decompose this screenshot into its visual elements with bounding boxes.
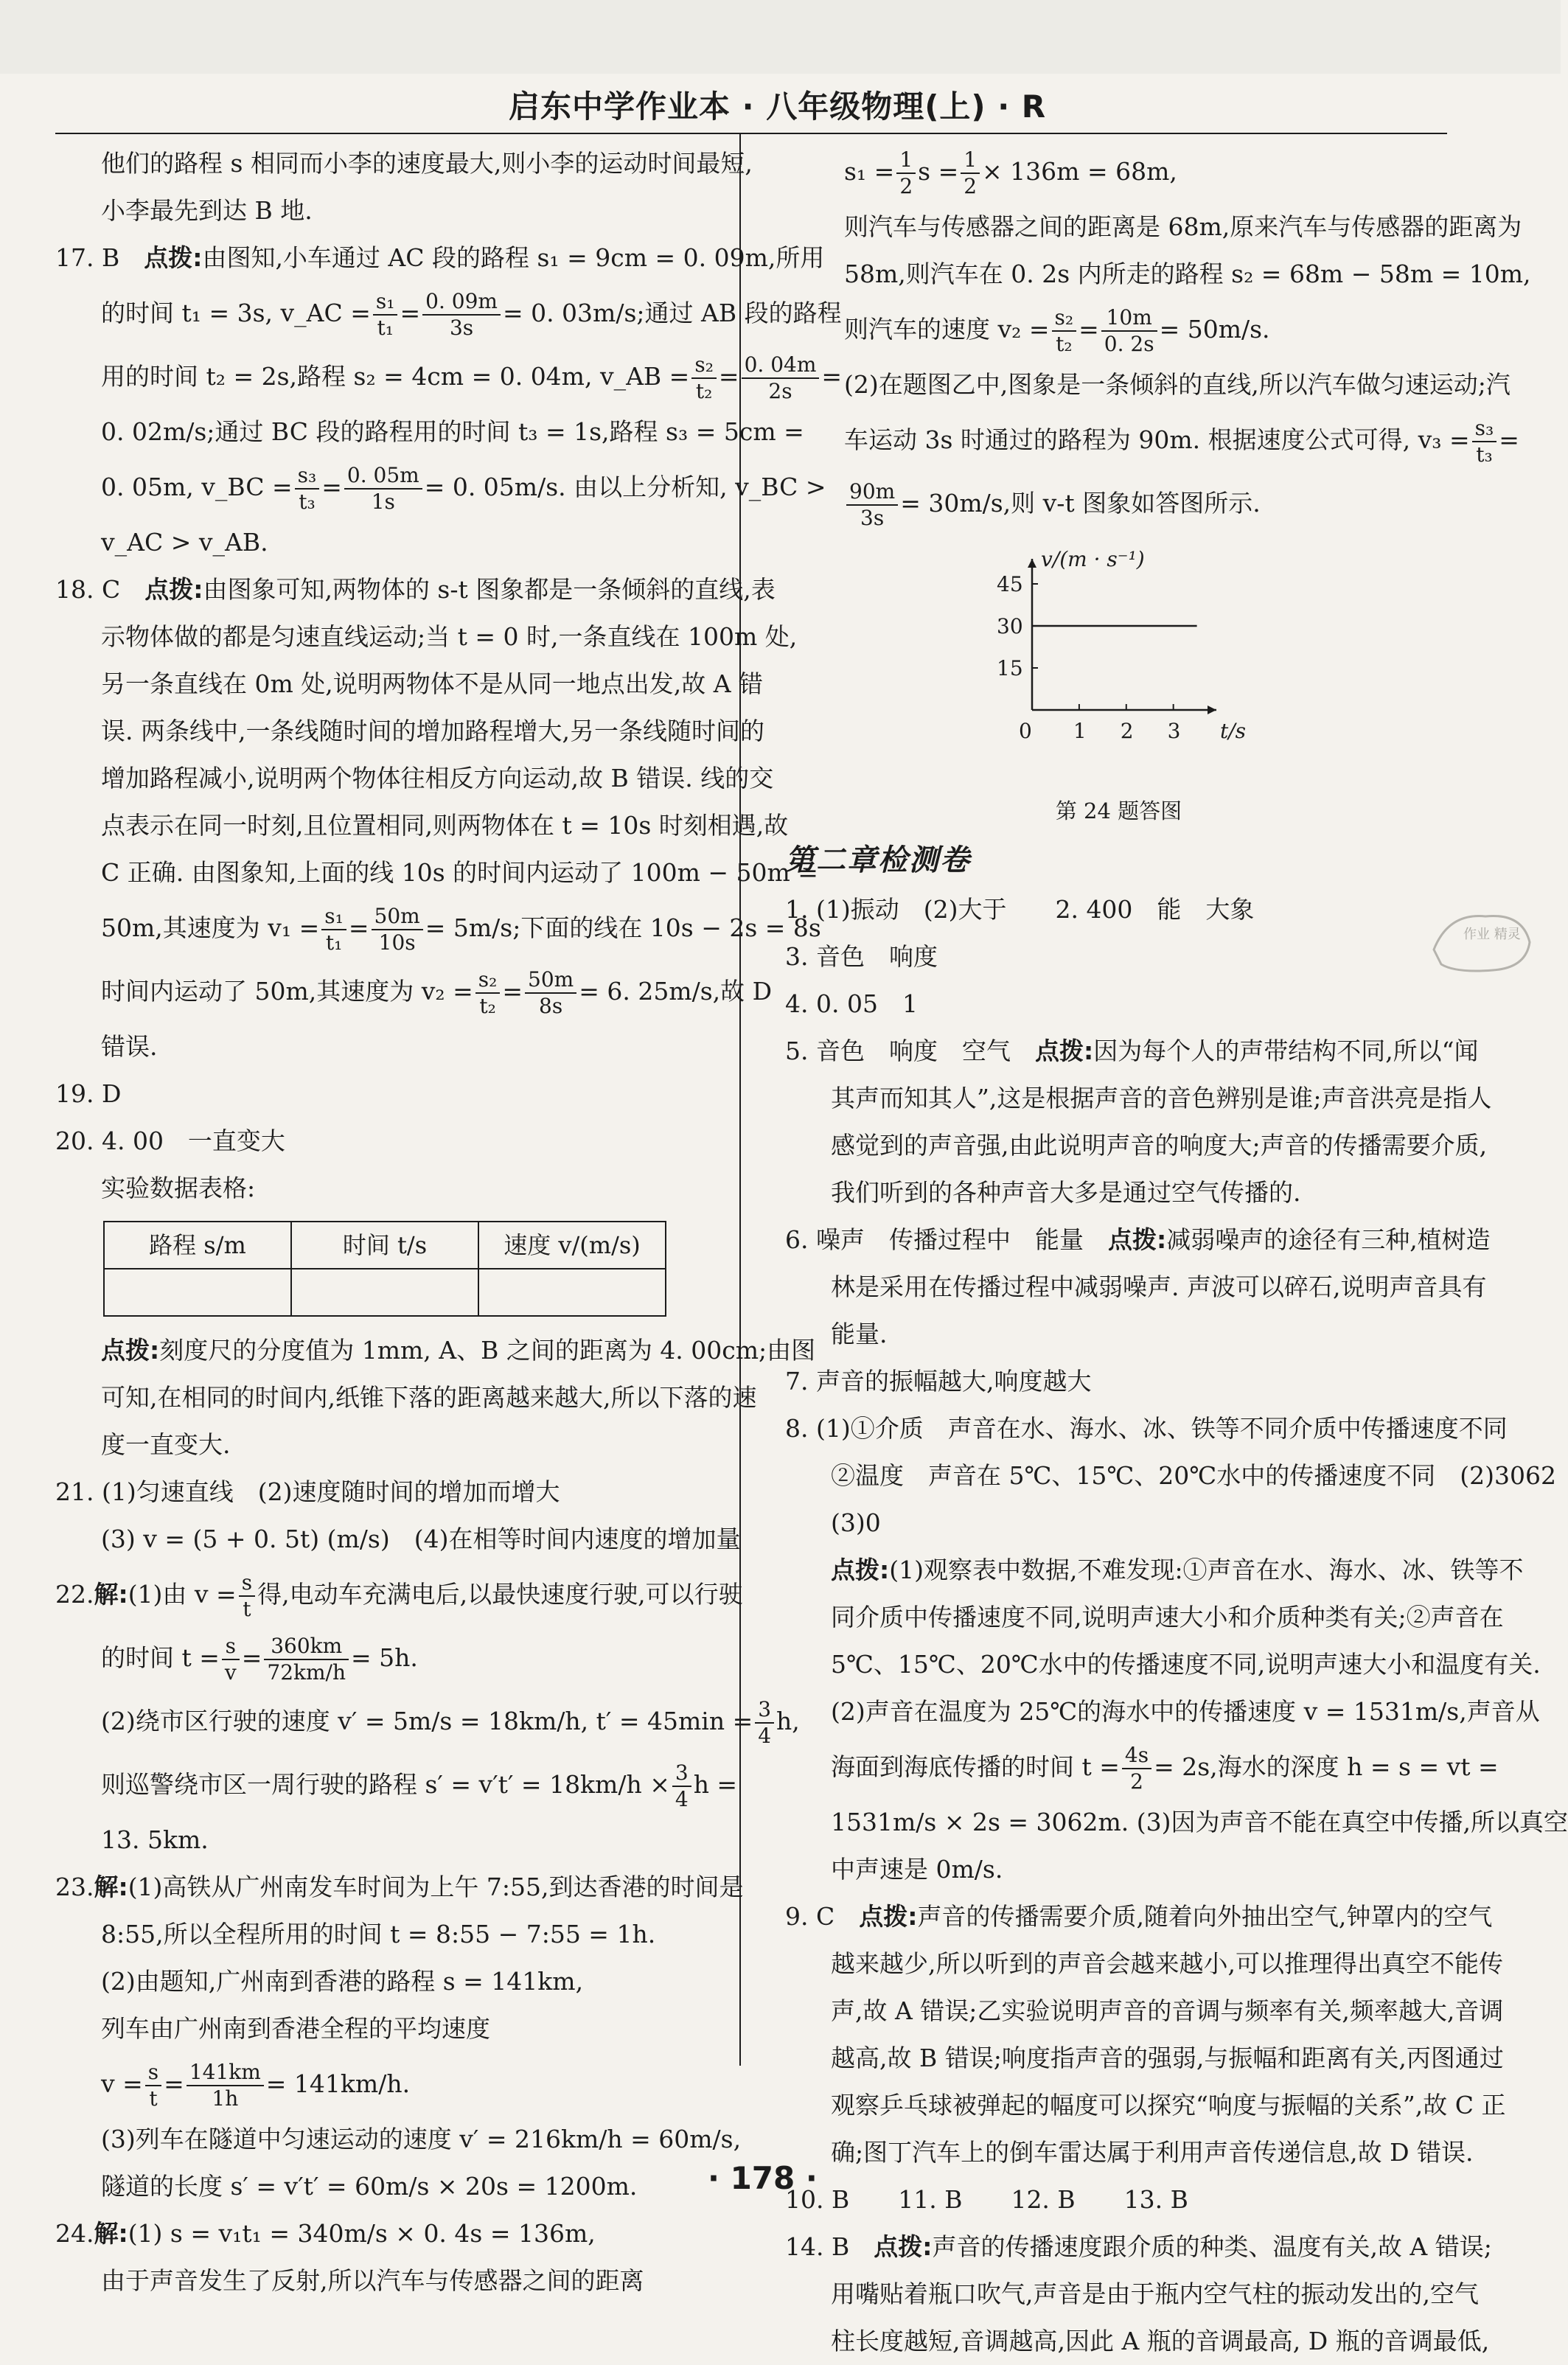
eq-line [785,298,1452,361]
text: 海面到海底传播的时间 t = [831,1752,1120,1781]
text-line: 示物体做的都是匀速直线运动;当 t = 0 时,一条直线在 100m 处, [101,622,798,651]
a4: 4. 0. 05 1 [785,989,918,1018]
text-line: 由于声音发生了反射,所以汽车与传感器之间的距离 [101,2266,644,2295]
vt-chart-svg [977,544,1247,765]
x-tick-label: 0 [1019,719,1032,743]
text-line: 误. 两条线中,一条线随时间的增加路程增大,另一条线随时间的 [101,717,764,745]
text: 6. 噪声 传播过程中 能量 [785,1225,1084,1254]
text: = [348,913,369,942]
text: 9. C [785,1902,835,1931]
solution-label: 解: [94,1873,128,1901]
text: = 5h. [351,1643,418,1672]
fraction [846,479,898,531]
text-line: 同介质中传播速度不同,说明声速大小和介质种类有关;②声音在 [831,1603,1504,1631]
tip-label: 点拨: [831,1556,890,1584]
numerator: s₂ [691,352,717,379]
a10: 10. B 11. B 12. B 13. B [785,2185,1188,2214]
stamp-text: 作业 精灵 [1463,927,1521,942]
q18 [55,566,776,613]
q-number: 23. [55,1873,94,1901]
text: 刻度尺的分度值为 1mm, A、B 之间的距离为 4. 00cm;由图 [159,1336,816,1365]
text: (1)由 v = [128,1580,237,1609]
fraction [239,1570,255,1622]
denominator: 3s [449,316,474,340]
text: = [718,362,739,391]
eq-line [55,282,842,345]
q24 [55,2210,722,2257]
q-number: 18. C [55,575,121,604]
text: = 5m/s;下面的线在 10s − 2s = 8s [425,913,821,942]
vt-chart [785,544,1452,787]
numerator: 90m [846,479,898,506]
eq-line [785,1735,1499,1799]
eq-line [55,345,843,408]
fraction [525,967,576,1019]
text-line: v_AC > v_AB. [101,528,268,557]
text: = [821,362,843,391]
text-line: 度一直变大. [101,1430,231,1459]
table-header: 时间 t/s [291,1222,478,1269]
y-axis-arrow-icon [1028,559,1036,568]
numerator: s₁ [321,904,346,930]
text: × 136m = 68m, [982,157,1177,186]
text: = [400,299,421,327]
text-line: 用嘴贴着瓶口吹气,声音是由于瓶内空气柱的振动发出的,空气 [831,2279,1479,2308]
eq-line [55,456,826,519]
table-header-row [104,1222,666,1269]
a3: 3. 音色 响度 [785,942,938,971]
solution-label: 解: [94,1580,128,1609]
fraction [264,1634,349,1685]
eq-line [785,408,1519,472]
text: = [164,2069,184,2098]
text: s = [918,157,959,186]
q-number: 22. [55,1580,94,1609]
y-tick-label: 45 [997,572,1023,596]
text-line: 隧道的长度 s′ = v′t′ = 60m/s × 20s = 1200m. [101,2172,638,2201]
text: h = [693,1770,738,1799]
text-line: 0. 02m/s;通过 BC 段的路程用的时间 t₃ = 1s,路程 s₃ = 5cm = [101,417,804,446]
text-line: 8:55,所以全程所用的时间 t = 8:55 − 7:55 = 1h. [101,1920,656,1948]
text: = [321,473,342,501]
y-tick-label: 15 [997,656,1023,680]
text: 因为每个人的声带结构不同,所以“闻 [1093,1037,1479,1065]
fraction [1052,305,1077,357]
text-line: 林是采用在传播过程中减弱噪声. 声波可以碎石,说明声音具有 [831,1272,1487,1301]
y-axis-label: v/(m · s⁻¹) [1041,547,1145,571]
fraction [373,289,398,341]
numerator: 0. 09m [422,289,501,316]
numerator: 1 [896,147,916,174]
fraction [755,1697,774,1749]
numerator: 3 [755,1697,774,1724]
numerator: s₃ [1472,416,1497,442]
text-line: 58m,则汽车在 0. 2s 内所走的路程 s₂ = 68m − 58m = 10m, [844,260,1531,288]
text: 车运动 3s 时通过的路程为 90m. 根据速度公式可得, v₃ = [844,425,1470,454]
text-line: (2)由题知,广州南到香港的路程 s = 141km, [101,1967,584,1996]
fraction [1472,416,1497,467]
watermark-stamp-icon [1426,905,1537,979]
text-line: 感觉到的声音强,由此说明声音的响度大;声音的传播需要介质, [831,1131,1488,1160]
text-line [55,1327,816,1374]
text-line: 点表示在同一时刻,且位置相同,则两物体在 t = 10s 时刻相遇,故 [101,811,789,840]
text-line: 实验数据表格: [101,1174,256,1202]
text-line: 1531m/s × 2s = 3062m. (3)因为声音不能在真空中传播,所以真空 [831,1808,1568,1836]
header-rule [55,133,1447,134]
x-tick-label: 2 [1120,719,1134,743]
text-line: 越高,故 B 错误;响度指声音的强弱,与振幅和距离有关,丙图通过 [831,2044,1504,2072]
denominator: t₂ [1056,332,1073,356]
text-line: 确;图丁汽车上的倒车雷达属于利用声音传递信息,故 D 错误. [831,2138,1474,2167]
section-title: 第二章检测卷 [785,843,971,877]
fraction [896,147,916,199]
numerator: s₃ [295,463,320,490]
a9 [785,1893,1493,1940]
tip-label: 点拨: [1107,1225,1167,1254]
table-header: 速度 v/(m/s) [478,1222,666,1269]
text: 由图知,小车通过 AC 段的路程 s₁ = 9cm = 0. 09m,所用 [202,243,825,272]
tip-label: 点拨: [101,1336,160,1365]
x-axis-arrow-icon [1208,706,1216,714]
numerator: 360km [264,1634,349,1660]
tip-label: 点拨: [874,2232,933,2261]
a7: 7. 声音的振幅越大,响度越大 [785,1367,1092,1396]
denominator: t₂ [695,379,713,403]
eq-line [785,140,1452,203]
text: (2)绕市区行驶的速度 v′ = 5m/s = 18km/h, t′ = 45min = [101,1707,753,1735]
text-line [785,1547,1524,1594]
text-line: 另一条直线在 0m 处,说明两物体不是从同一地点出发,故 A 错 [101,669,764,698]
text: 0. 05m, v_BC = [101,473,293,501]
fraction [691,352,717,404]
text: = 2s,海水的深度 h = s = vt = [1154,1752,1499,1781]
y-tick-label: 30 [997,614,1023,638]
fraction [187,2060,264,2111]
table-header: 路程 s/m [104,1222,291,1269]
numerator: s [222,1634,240,1660]
table-cell [291,1269,478,1316]
table-cell [104,1269,291,1316]
denominator: 10s [378,930,416,955]
text-line: 能量. [831,1320,888,1348]
fraction [475,967,501,1019]
denominator: v [224,1660,237,1685]
denominator: 1s [371,490,395,514]
fraction [422,289,501,341]
q-number: 17. B [55,243,120,272]
denominator: 4 [675,1787,689,1811]
fraction [344,463,422,515]
text-line: (3) v = (5 + 0. 5t) (m/s) (4)在相等时间内速度的增加量 [101,1525,741,1553]
denominator: t₁ [325,930,343,955]
numerator: 50m [372,904,423,930]
denominator: 72km/h [267,1660,346,1685]
a1: 1. (1)振动 (2)大于 2. 400 能 大象 [785,895,1255,924]
numerator: 1 [961,147,980,174]
fraction [961,147,980,199]
numerator: 141km [187,2060,264,2086]
denominator: 2 [1130,1769,1143,1794]
text: 由图象可知,两物体的 s-t 图象都是一条倾斜的直线,表 [203,575,776,604]
fraction [145,2060,161,2111]
x-axis-label: t/s [1220,719,1247,743]
text-line: 小李最先到达 B 地. [101,196,313,225]
numerator: 10m [1101,305,1157,332]
eq-line [785,472,1452,535]
text-line: ②温度 声音在 5℃、15℃、20℃水中的传播速度不同 (2)3062 [831,1461,1556,1490]
text: 的时间 t₁ = 3s, v_AC = [101,299,371,327]
text: 则汽车的速度 v₂ = [844,315,1050,344]
denominator: 1h [212,2086,239,2111]
text: 的时间 t = [101,1643,220,1672]
q19: 19. D [55,1079,122,1108]
text-line: (3)列车在隧道中匀速运动的速度 v′ = 216km/h = 60m/s, [101,2125,742,2153]
text: 声音的传播速度跟介质的种类、温度有关,故 A 错误; [932,2232,1492,2261]
tip-label: 点拨: [1034,1037,1094,1065]
fraction [1101,305,1157,357]
text: = [1079,315,1099,344]
denominator: t₁ [377,316,394,340]
text-line: 观察乒乓球被弹起的幅度可以探究“响度与振幅的关系”,故 C 正 [831,2091,1506,2120]
text-line: (2)声音在温度为 25℃的海水中的传播速度 v = 1531m/s,声音从 [831,1697,1540,1726]
numerator: s [145,2060,161,2086]
denominator: 4 [758,1724,772,1748]
text: v = [101,2069,143,2098]
eq-line [55,2052,722,2116]
solution-label: 解: [94,2219,128,2248]
chart-caption: 第 24 题答图 [1055,798,1182,823]
numerator: 3 [672,1760,691,1787]
text-line: 增加路程减小,说明两个物体往相反方向运动,故 B 错误. 线的交 [101,764,774,793]
numerator: s [239,1570,255,1597]
denominator: t₃ [299,490,316,514]
text-line: 可知,在相同的时间内,纸锥下落的距离越来越大,所以下落的速 [101,1383,757,1412]
x-tick-label: 3 [1167,719,1181,743]
text: 则巡警绕市区一周行驶的路程 s′ = v′t′ = 18km/h × [101,1770,670,1799]
page-header: 启东中学作业本 · 八年级物理(上) · R [509,88,1047,125]
tip-label: 点拨: [144,243,203,272]
a8: 8. (1)①介质 声音在水、海水、冰、铁等不同介质中传播速度不同 [785,1414,1508,1443]
a5 [785,1028,1479,1075]
x-tick-label: 1 [1073,719,1087,743]
text-line: 声,故 A 错误;乙实验说明声音的音调与频率有关,频率越大,音调 [831,1996,1504,2025]
text: = 0. 05m/s. 由以上分析知, v_BC > [424,473,826,501]
text-line: 其声而知其人”,这是根据声音的音色辨别是谁;声音洪亮是指人 [831,1084,1492,1112]
denominator: 0. 2s [1104,332,1154,356]
a14 [785,2223,1492,2271]
fraction [372,904,423,955]
table-cell [478,1269,666,1316]
q21: 21. (1)匀速直线 (2)速度随时间的增加而增大 [55,1477,560,1506]
eq-line [55,960,773,1023]
text-line: 他们的路程 s 相同而小李的速度最大,则小李的运动时间最短, [101,149,753,178]
fraction [321,904,346,955]
text: 声音的传播需要介质,随着向外抽出空气,钟罩内的空气 [917,1902,1493,1931]
table-row [104,1269,666,1316]
denominator: 2 [899,174,913,198]
q-number: 24. [55,2219,94,2248]
text-line: (2)在题图乙中,图象是一条倾斜的直线,所以汽车做匀速运动;汽 [844,370,1510,399]
numerator: s₂ [475,967,501,994]
text-line: 越来越少,所以听到的声音会越来越小,可以推理得出真空不能传 [831,1949,1503,1978]
denominator: 2s [768,379,792,403]
numerator: s₂ [1052,305,1077,332]
text: 14. B [785,2232,850,2261]
denominator: 8s [539,994,563,1018]
text: 用的时间 t₂ = 2s,路程 s₂ = 4cm = 0. 04m, v_AB = [101,362,690,391]
eq-line [55,896,821,960]
q23 [55,1864,744,1911]
text-line: 中声速是 0m/s. [831,1855,1003,1884]
text: = 0. 03m/s;通过 AB 段的路程 [502,299,842,327]
denominator: t₃ [1476,442,1493,467]
denominator: t₂ [479,994,496,1018]
text-line: 5℃、15℃、20℃水中的传播速度不同,说明声速大小和温度有关. [831,1650,1541,1679]
text: 5. 音色 响度 空气 [785,1037,1011,1065]
tip-label: 点拨: [859,1902,918,1931]
numerator: 0. 04m [742,352,820,379]
text-line: C 正确. 由图象知,上面的线 10s 的时间内运动了 100m − 50m = [101,858,818,887]
text: 减弱噪声的途径有三种,植树造 [1166,1225,1491,1254]
numerator: s₁ [373,289,398,316]
eq-line [55,1626,722,1690]
q17 [55,234,825,282]
eq-line [55,1690,800,1753]
text: = 30m/s,则 v-t 图象如答图所示. [900,489,1261,518]
fraction [672,1760,691,1812]
text: = 6. 25m/s,故 D [579,977,773,1006]
eq-line [55,1753,738,1817]
text: 时间内运动了 50m,其速度为 v₂ = [101,977,473,1006]
q20: 20. 4. 00 一直变大 [55,1126,285,1155]
a6 [785,1216,1491,1264]
data-table [103,1221,666,1317]
text: (1)观察表中数据,不难发现:①声音在水、海水、冰、铁等不 [889,1556,1524,1584]
denominator: 3s [860,506,885,530]
numerator: 0. 05m [344,463,422,490]
text: (1)高铁从广州南发车时间为上午 7:55,到达香港的时间是 [128,1873,744,1901]
numerator: 50m [525,967,576,994]
text: h, [776,1707,800,1735]
text: = 50m/s. [1159,315,1270,344]
page-number: · 178 · [708,2160,818,2196]
fraction [222,1634,240,1685]
text-line: 错误. [101,1032,158,1061]
text: 50m,其速度为 v₁ = [101,913,320,942]
text: = [502,977,523,1006]
text: = [241,1643,262,1672]
text-line: (3)0 [831,1508,881,1537]
tip-label: 点拨: [144,575,203,604]
denominator: 2 [964,174,978,198]
text-line: 13. 5km. [101,1825,209,1854]
text: s₁ = [844,157,895,186]
text: 得,电动车充满电后,以最快速度行驶,可以行驶 [257,1580,743,1609]
text: = 141km/h. [265,2069,411,2098]
numerator: 4s [1122,1743,1151,1769]
text: (1) s = v₁t₁ = 340m/s × 0. 4s = 136m, [128,2219,596,2248]
text-line: 列车由广州南到香港全程的平均速度 [101,2014,490,2043]
q22 [55,1563,743,1626]
denominator: t [243,1597,251,1621]
text-line: 则汽车与传感器之间的距离是 68m,原来汽车与传感器的距离为 [844,212,1522,241]
text-line: 柱长度越短,音调越高,因此 A 瓶的音调最高, D 瓶的音调最低, [831,2327,1490,2355]
scan-top-band [0,0,1561,74]
fraction [295,463,320,515]
text-line: 我们听到的各种声音大多是通过空气传播的. [831,1178,1301,1207]
fraction [1122,1743,1151,1794]
text: = [1499,425,1519,454]
denominator: t [149,2086,158,2111]
